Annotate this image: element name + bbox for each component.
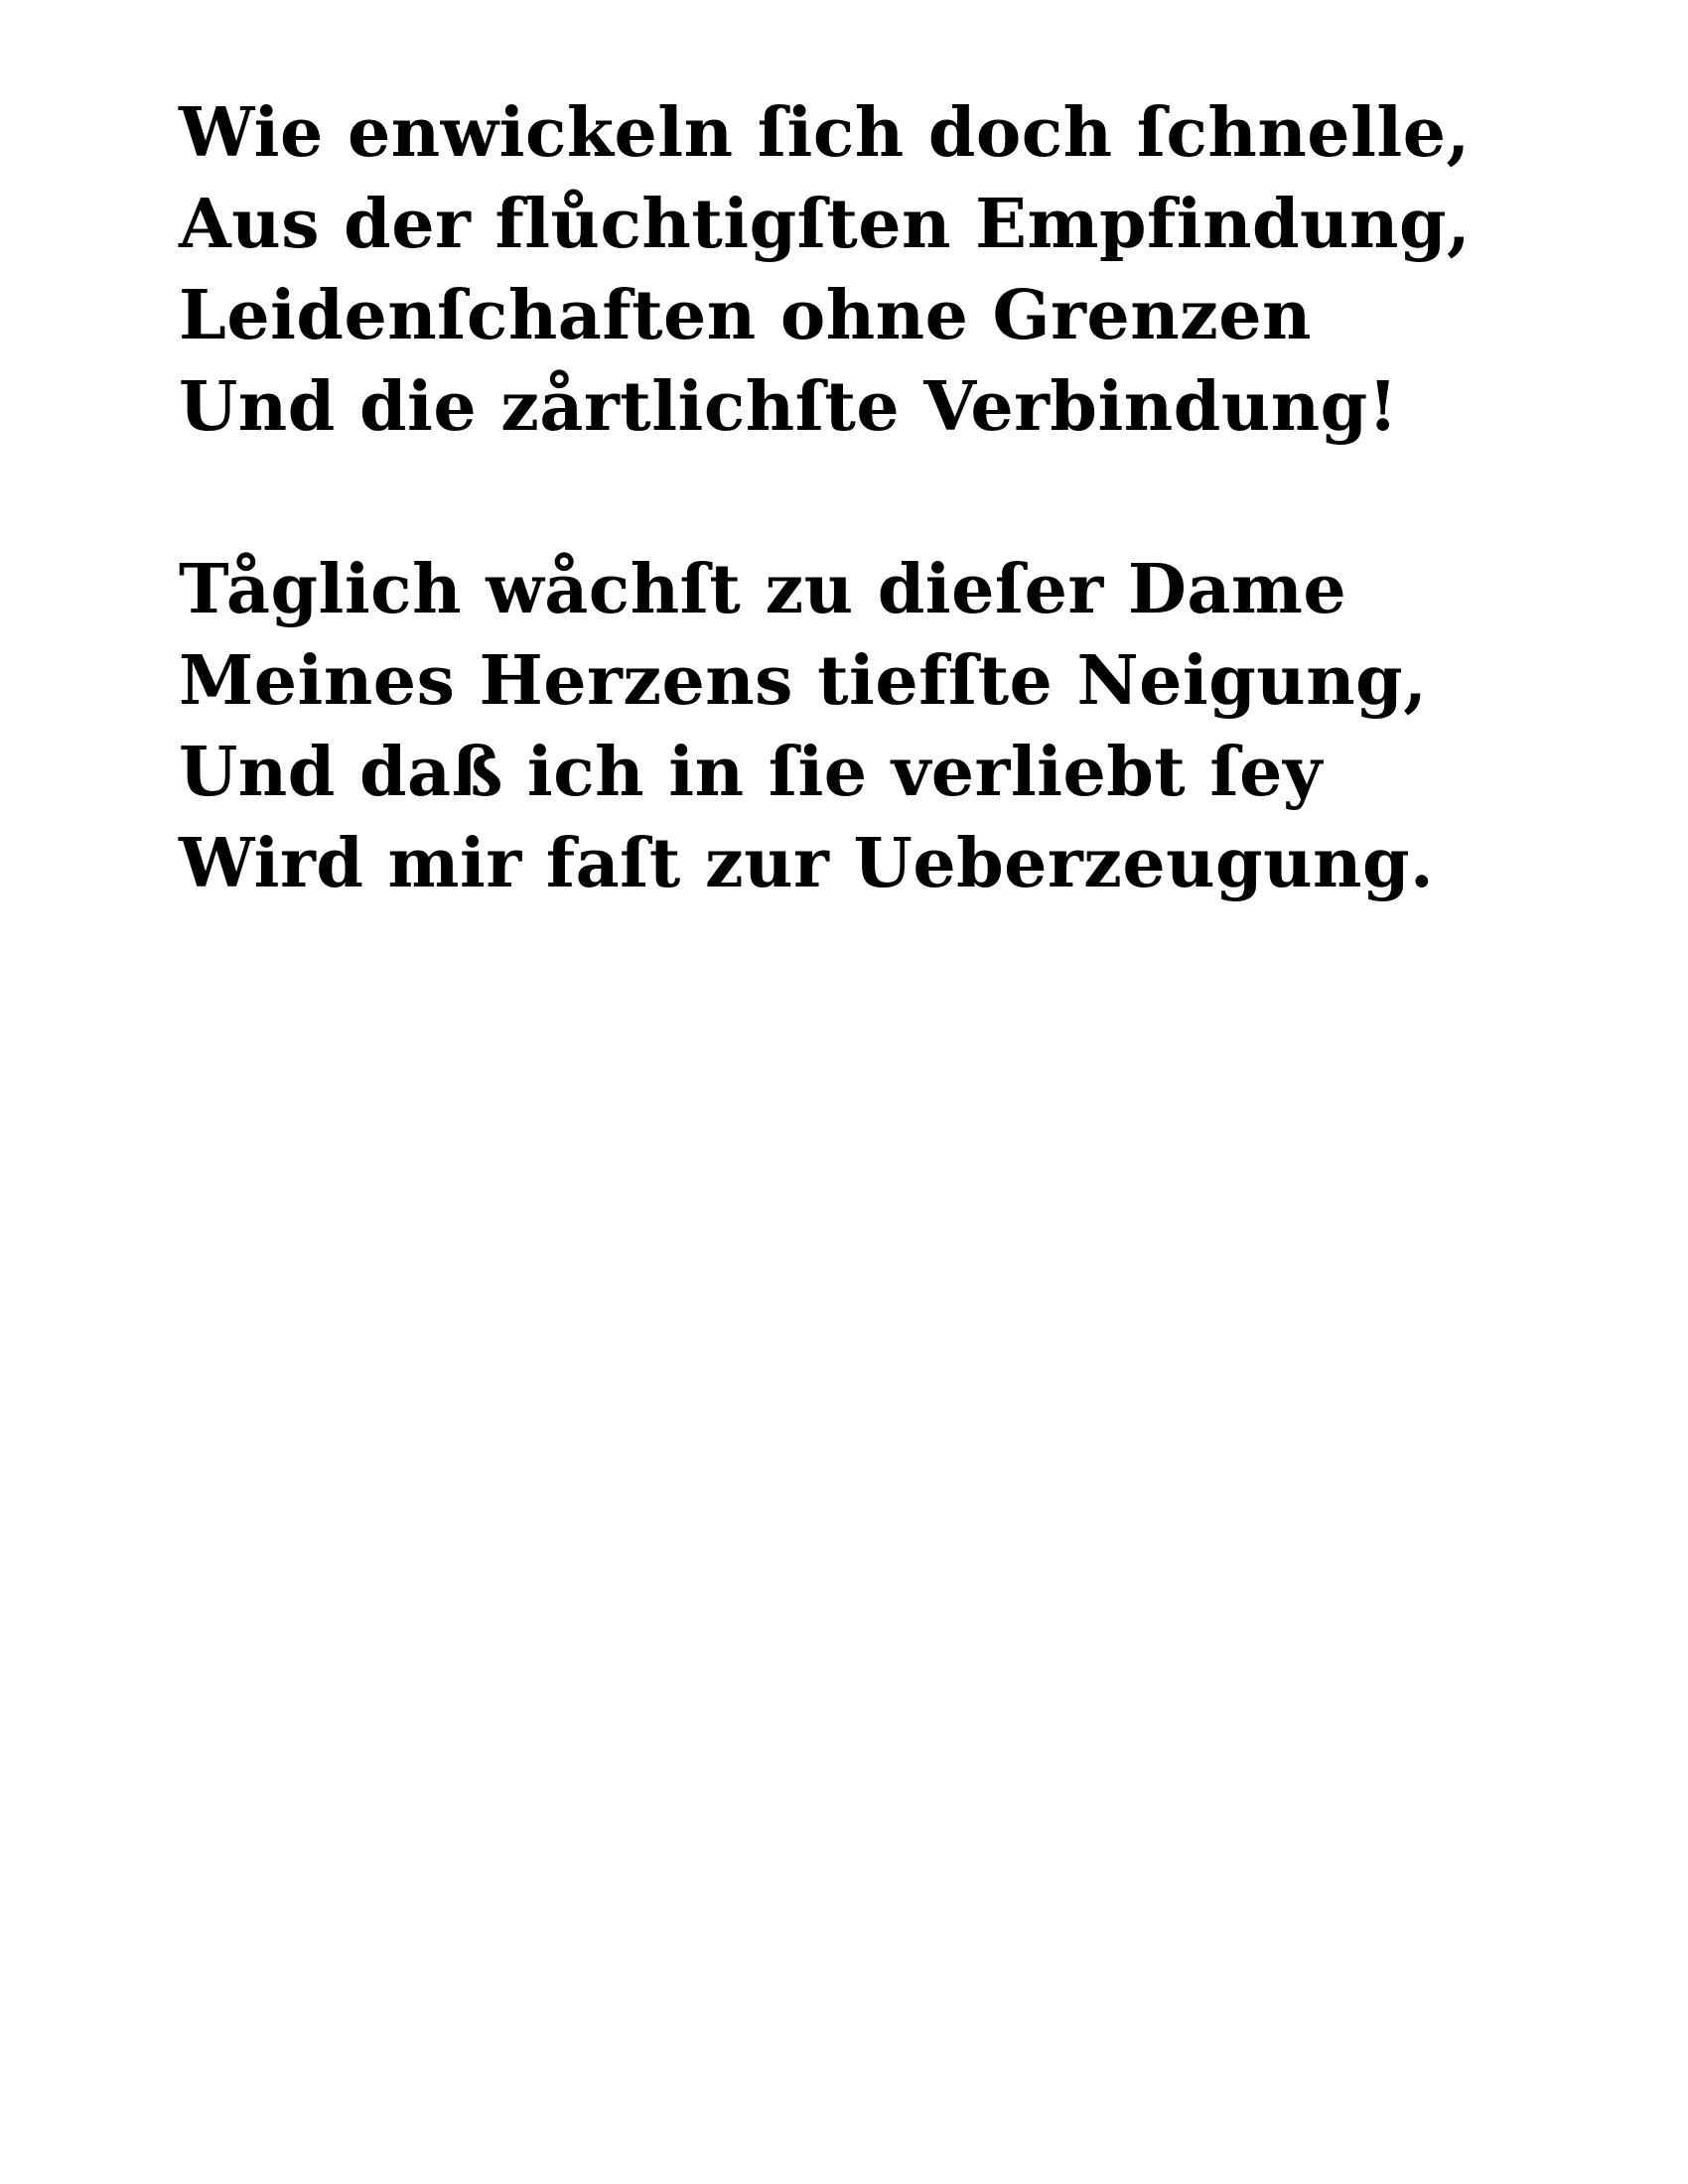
poem-line: Wird mir faſt zur Ueberzeugung. bbox=[179, 824, 1435, 903]
poem-line: Wie enwickeln ſich doch ſchnelle, bbox=[179, 93, 1471, 173]
poem-line: Tåglich wåchſt zu dieſer Dame bbox=[179, 550, 1347, 629]
stanza-1 bbox=[179, 87, 1470, 453]
poem-line: Meines Herzens tiefſte Neigung, bbox=[179, 641, 1428, 721]
poem-line: Und die zårtlichſte Verbindung! bbox=[179, 367, 1399, 447]
poem-line: Und daß ich in ſie verliebt ſey bbox=[179, 733, 1323, 812]
poem-line: Aus der flůchtigſten Empfindung, bbox=[179, 185, 1472, 264]
poem-line: Leidenſchaften ohne Grenzen bbox=[179, 276, 1312, 355]
stanza-2 bbox=[179, 544, 1470, 909]
poem bbox=[179, 87, 1470, 909]
